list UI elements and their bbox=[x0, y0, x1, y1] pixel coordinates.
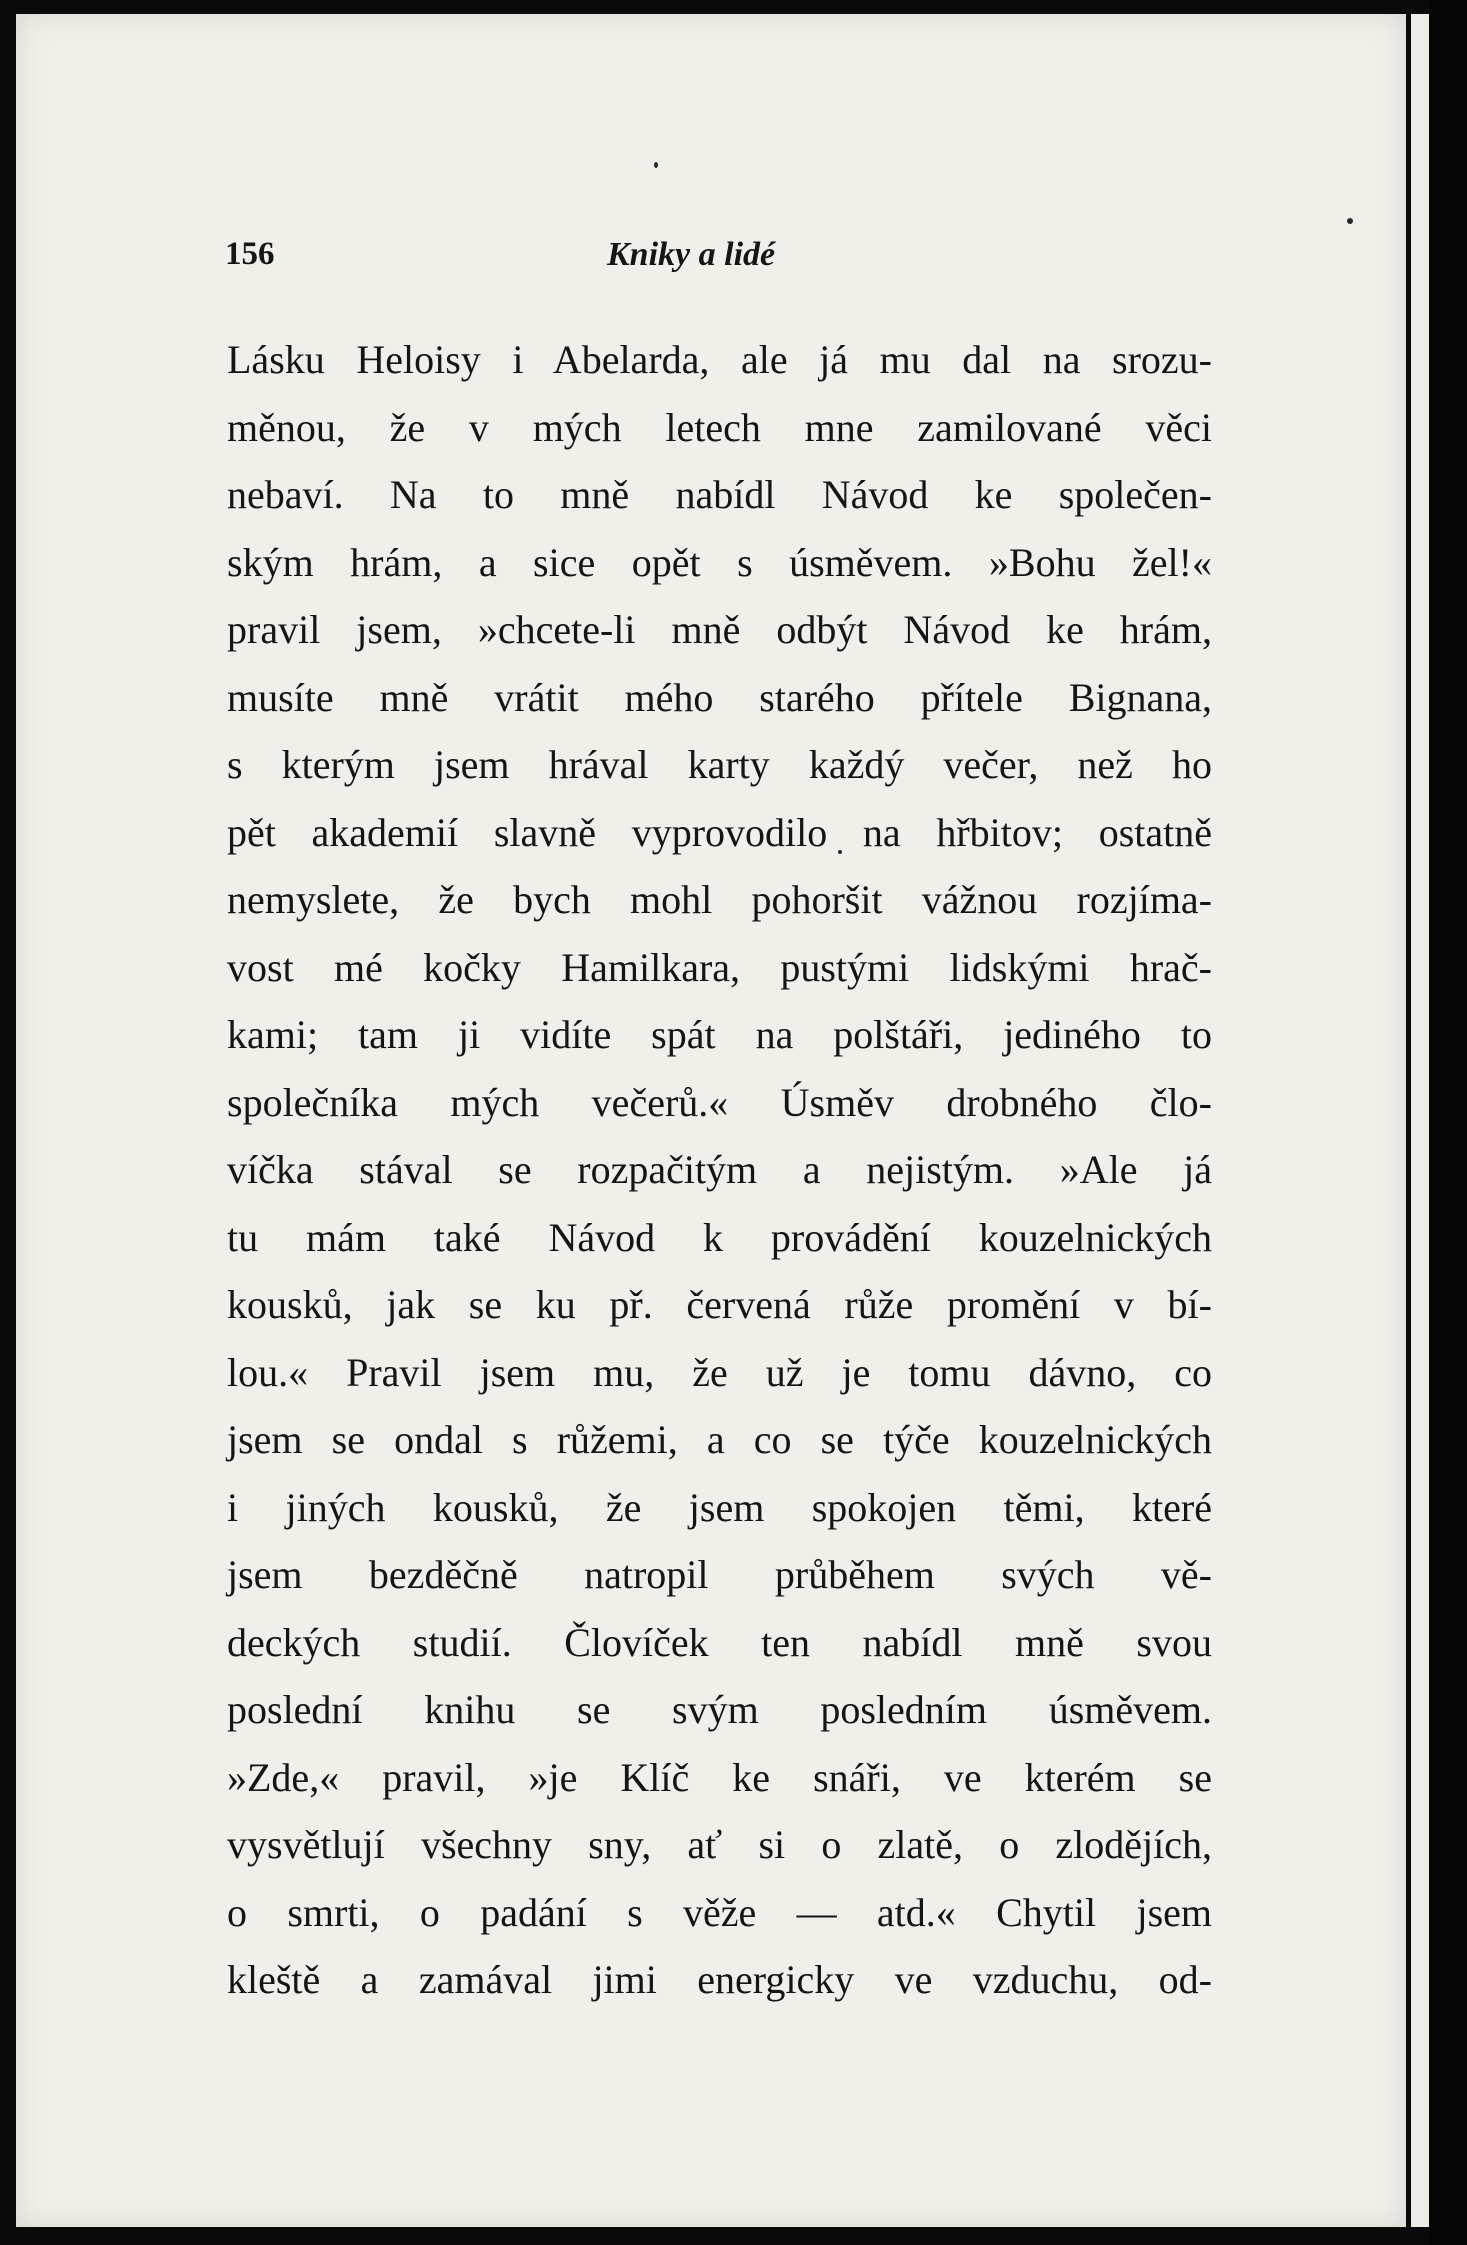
text-line: s kterým jsem hrával karty každý večer, než ho bbox=[227, 742, 1212, 787]
text-line: jsem se ondal s růžemi, a co se týče kouzelnických bbox=[227, 1417, 1212, 1462]
text-line: vysvětlují všechny sny, ať si o zlatě, o zlodějích, bbox=[227, 1822, 1212, 1867]
text-line: měnou, že v mých letech mne zamilované věci bbox=[227, 404, 1212, 450]
text-line: kleště a zamával jimi energicky ve vzduchu, od- bbox=[227, 1957, 1212, 2002]
scan-speck bbox=[1347, 218, 1353, 224]
text-line: deckých studií. Človíček ten nabídl mně svou bbox=[227, 1619, 1212, 1665]
text-line: pět akademií slavně vyprovodilo na hřbitov; ostatně bbox=[227, 809, 1212, 855]
text-line: nemyslete, že bych mohl pohoršit vážnou rozjíma- bbox=[227, 877, 1212, 922]
text-line: společníka mých večerů.« Úsměv drobného člo- bbox=[227, 1079, 1212, 1125]
text-line: nebaví. Na to mně nabídl Návod ke společen- bbox=[227, 472, 1212, 517]
text-line: lou.« Pravil jsem mu, že už je tomu dávno, co bbox=[227, 1349, 1212, 1395]
text-line: musíte mně vrátit mého starého přítele Bignana, bbox=[227, 674, 1212, 720]
text-line: Lásku Heloisy i Abelarda, ale já mu dal na srozu- bbox=[227, 337, 1212, 382]
text-line: vost mé kočky Hamilkara, pustými lidskými hrač- bbox=[227, 944, 1212, 990]
text-line: víčka stával se rozpačitým a nejistým. »Ale já bbox=[227, 1147, 1212, 1192]
running-head bbox=[225, 236, 1210, 286]
text-line: poslední knihu se svým posledním úsměvem. bbox=[227, 1687, 1212, 1732]
text-line: jsem bezděčně natropil průběhem svých vě- bbox=[227, 1552, 1212, 1597]
running-title: Kniky a lidé bbox=[607, 236, 776, 273]
scan-speck bbox=[654, 162, 658, 168]
text-line: ským hrám, a sice opět s úsměvem. »Bohu žel!« bbox=[227, 539, 1212, 585]
text-line: tu mám také Návod k provádění kouzelnických bbox=[227, 1214, 1212, 1260]
scan-border bbox=[1429, 0, 1467, 2245]
text-line: o smrti, o padání s věže — atd.« Chytil jsem bbox=[227, 1889, 1212, 1935]
text-line: »Zde,« pravil, »je Klíč ke snáři, ve kterém se bbox=[227, 1754, 1212, 1800]
body-text bbox=[227, 326, 1212, 2014]
text-line: kousků, jak se ku př. červená růže promění v bí- bbox=[227, 1282, 1212, 1327]
text-line: kami; tam ji vidíte spát na polštáři, jediného to bbox=[227, 1012, 1212, 1057]
text-line: pravil jsem, »chcete-li mně odbýt Návod ke hrám, bbox=[227, 607, 1212, 652]
page-edge-strip bbox=[1411, 14, 1429, 2227]
text-line: i jiných kousků, že jsem spokojen těmi, které bbox=[227, 1484, 1212, 1530]
page-number: 156 bbox=[225, 236, 275, 272]
